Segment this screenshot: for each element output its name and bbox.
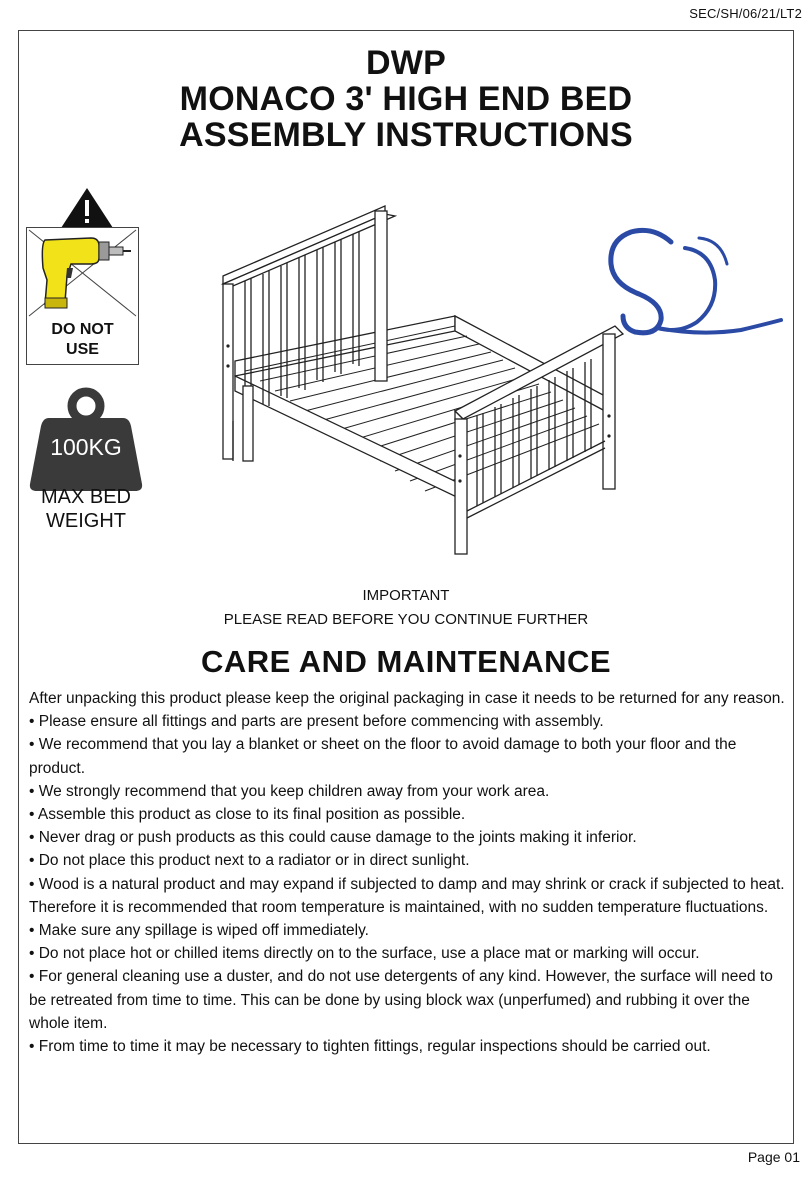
max-bed-weight-label bbox=[25, 485, 147, 533]
care-bullet: • For general cleaning use a duster, and do not use detergents of any kind. However, the surface will need to be retreated from time to time. This can be done by using block wax (unperfumed) and rubbing it over the whole item. bbox=[29, 968, 773, 1032]
care-bullet: • From time to time it may be necessary to tighten fittings, regular inspections should be carried out. bbox=[29, 1038, 711, 1056]
care-bullet: • Do not place this product next to a radiator or in direct sunlight. bbox=[29, 852, 470, 870]
care-heading: CARE AND MAINTENANCE bbox=[200, 644, 612, 679]
care-bullet: • Assemble this product as close to its final position as possible. bbox=[29, 806, 466, 824]
important-heading: IMPORTANT bbox=[362, 587, 450, 604]
page-title bbox=[19, 45, 793, 153]
important-notice bbox=[19, 584, 793, 632]
care-bullet: • Do not place hot or chilled items directly on to the surface, use a place mat or marking will occur. bbox=[29, 945, 700, 963]
title-line-product: MONACO 3' HIGH END BED bbox=[179, 80, 633, 118]
max-label-line1: MAX BED bbox=[40, 486, 132, 508]
title-line-brand: DWP bbox=[366, 44, 446, 82]
care-bullet: • We strongly recommend that you keep children away from your work area. bbox=[29, 782, 550, 800]
page-frame bbox=[18, 30, 794, 1144]
care-instructions bbox=[29, 687, 789, 1058]
warning-triangle-icon bbox=[59, 186, 115, 230]
care-intro: After unpacking this product please keep the original packaging in case it needs to be returned for any reason. bbox=[29, 690, 785, 707]
power-drill-prohibited-icon bbox=[27, 228, 138, 318]
do-not-use-line1: DO NOT bbox=[51, 321, 114, 338]
bed-illustration bbox=[205, 166, 625, 556]
care-bullet: • Wood is a natural product and may expand if subjected to damp and may shrink or crack if subjected to heat. Therefore it is recommended that room temperature is maintained, with no sudden temperature fluctuations. bbox=[29, 875, 785, 916]
care-bullet: • Please ensure all fittings and parts are present before commencing with assembly. bbox=[29, 713, 604, 731]
care-bullet: • Never drag or push products as this could cause damage to the joints making it inferior. bbox=[29, 829, 637, 847]
document-code: SEC/SH/06/21/LT2 bbox=[689, 6, 802, 21]
max-label-line2: WEIGHT bbox=[46, 510, 126, 532]
important-subheading: PLEASE READ BEFORE YOU CONTINUE FURTHER bbox=[223, 611, 589, 628]
care-bullet: • We recommend that you lay a blanket or sheet on the floor to avoid damage to both your floor and the product. bbox=[29, 736, 737, 777]
care-bullet: • Make sure any spillage is wiped off immediately. bbox=[29, 922, 369, 940]
max-weight-value: 100KG bbox=[50, 434, 122, 460]
title-line-instructions: ASSEMBLY INSTRUCTIONS bbox=[179, 116, 633, 154]
brand-s-logo bbox=[601, 224, 786, 339]
page-number: Page 01 bbox=[747, 1149, 800, 1165]
power-drill-prohibited-box bbox=[26, 227, 139, 365]
do-not-use-label bbox=[27, 320, 138, 360]
do-not-use-line2: USE bbox=[66, 341, 99, 358]
